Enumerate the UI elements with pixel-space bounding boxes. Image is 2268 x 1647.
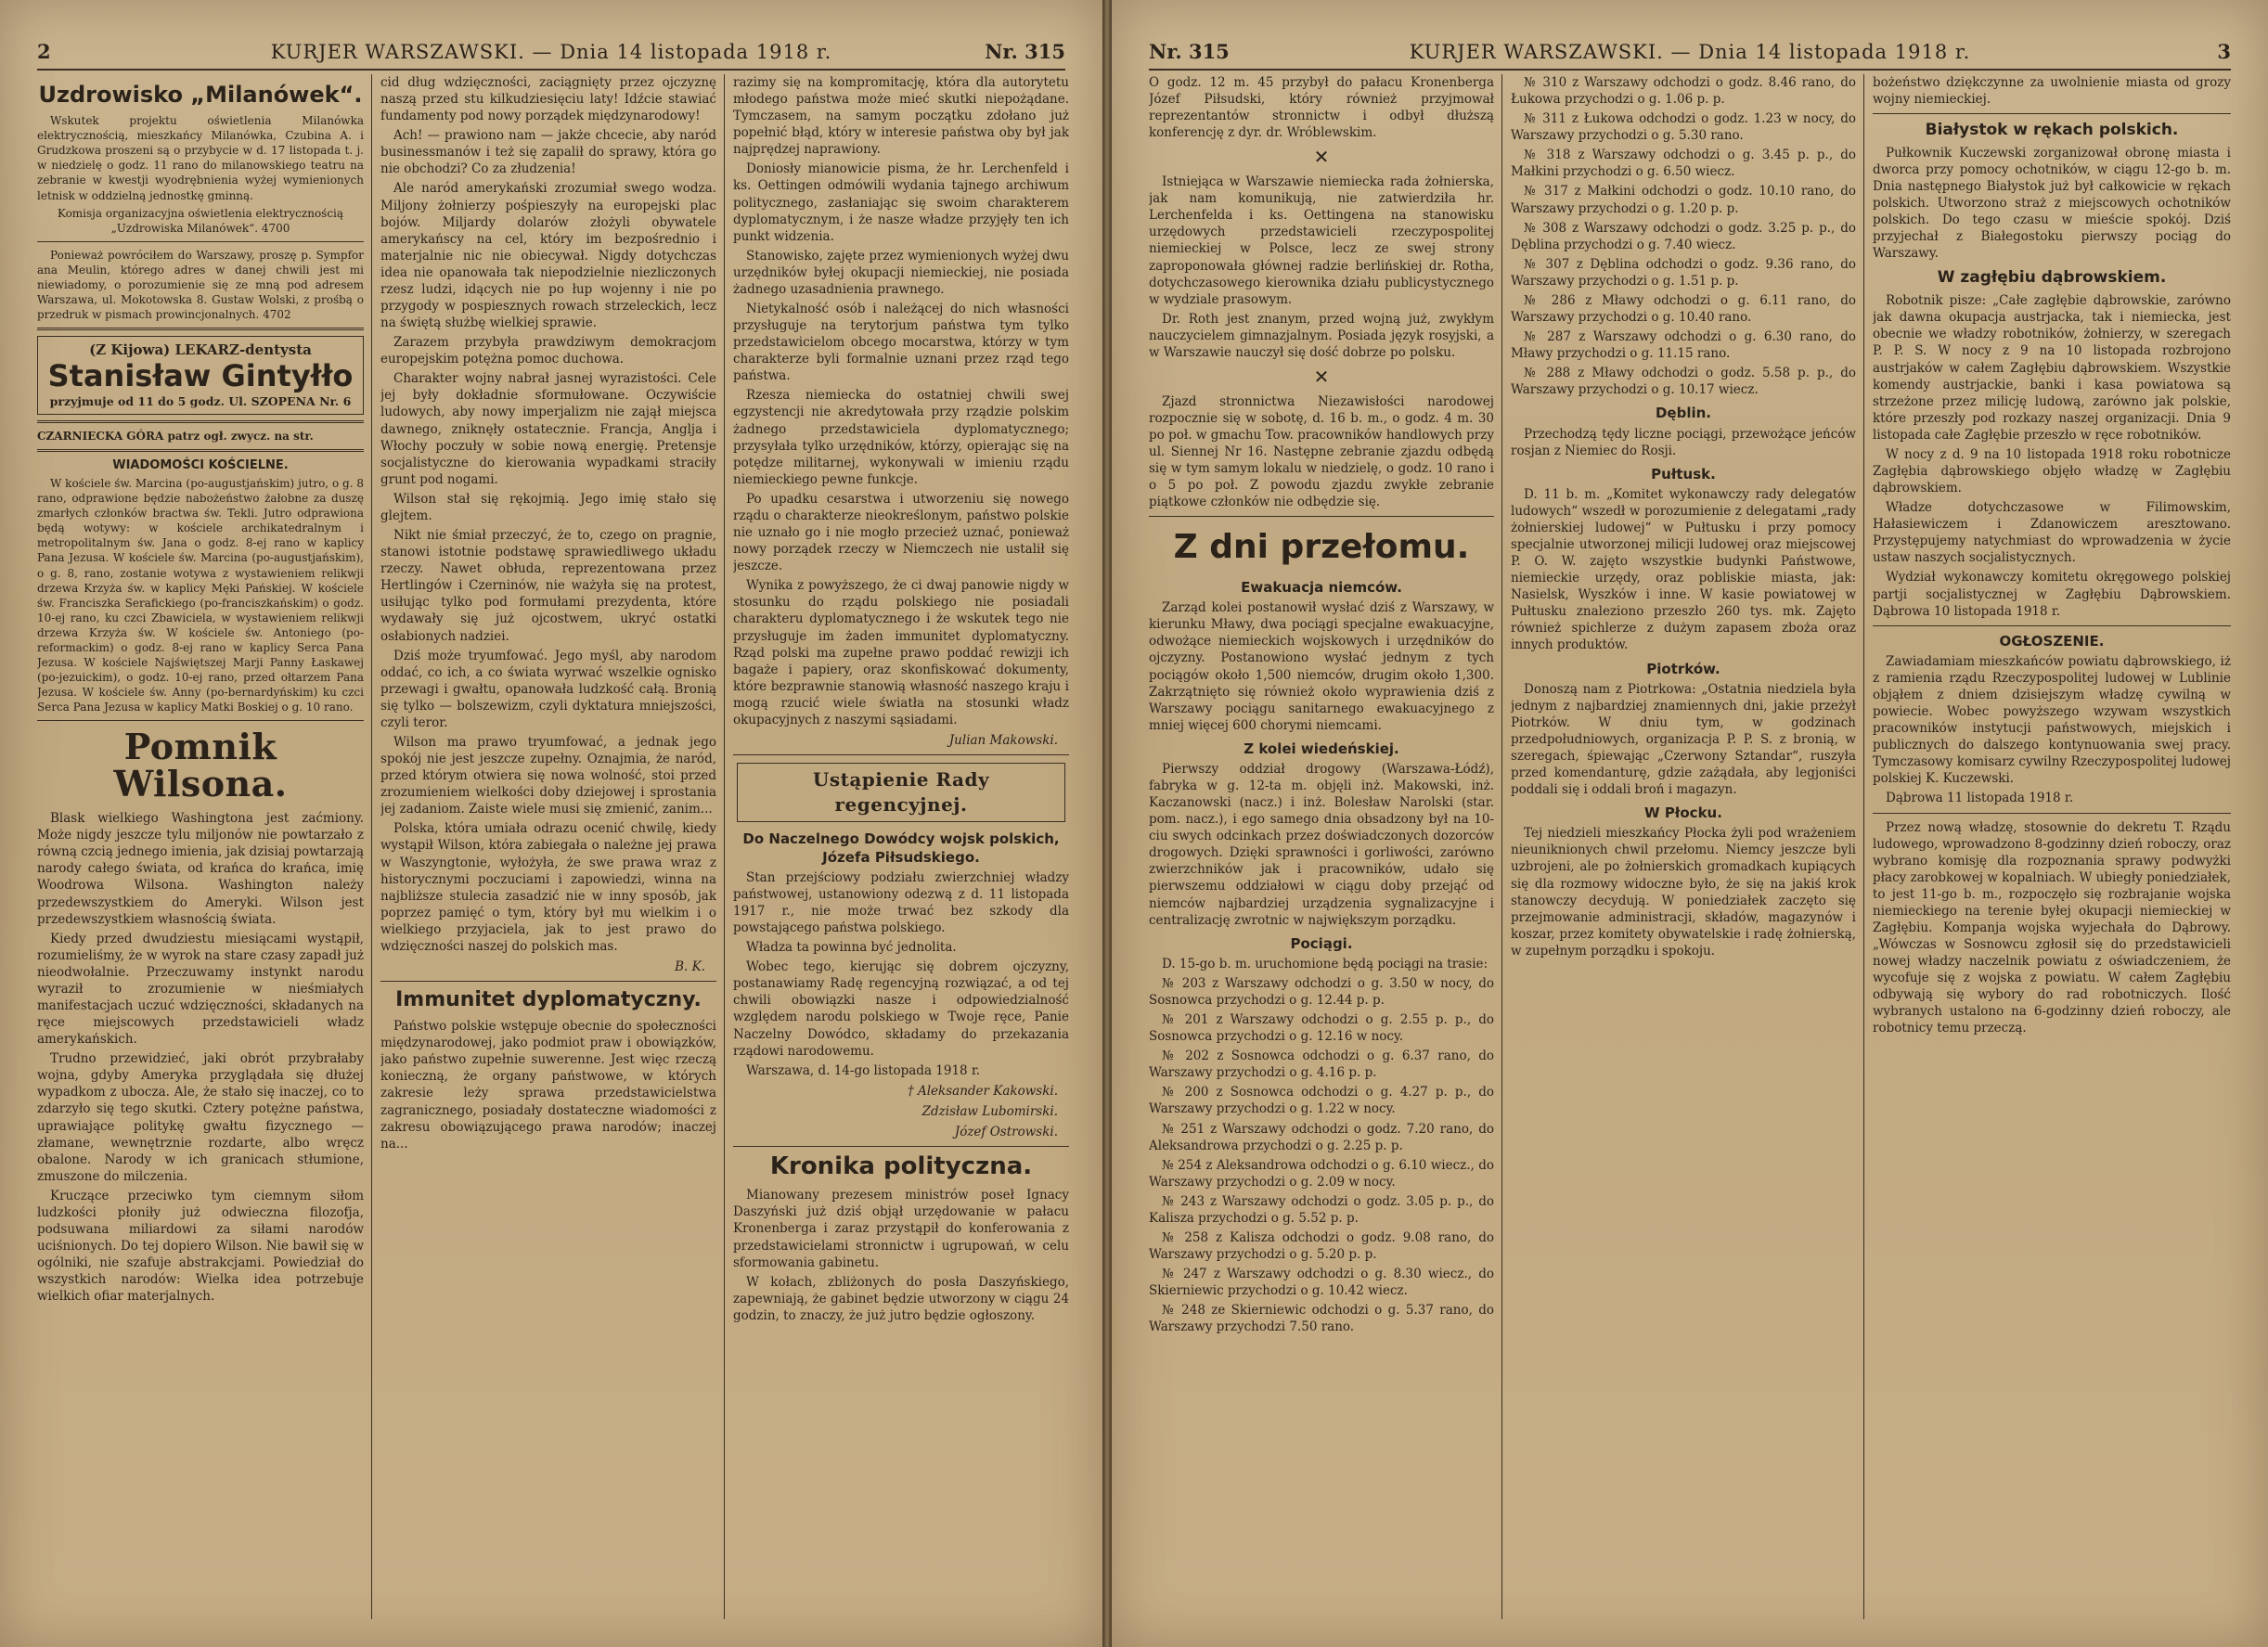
issue-number: Nr. 315 (985, 40, 1065, 63)
author-signature: Julian Makowski. (948, 732, 1058, 748)
right-page (1112, 0, 2268, 1647)
article-text: Kiedy przed dwudziestu miesiącami wystąpił, rozumieliśmy, że w wyrok na stare czasy zapadł już nieodwołalnie. Przeczuwamy instynkt narodu wyraził to zrozumienie w nieśmiałych manifestacjach uczuć wdzięczności, składanych na ręce miejscowych przedstawicieli władz amerykańskich. (37, 931, 364, 1048)
article-text: Zarazem przybyła prawdziwym demokracjom europejskim potężna pomoc duchowa. (380, 335, 716, 367)
notice-text: Ponieważ powróciłem do Warszawy, proszę p. Sympfor ana Meulin, którego adres w danej chwili jest mi niewiadomy, o porozumienie się ze mną pod adresem Warszawa, ul. Mokotowska 8. Gustaw Wolski, z prośbą o przedruk w pismach prowincjonalnych. 4702 (37, 248, 364, 322)
article-text: Charakter wojny nabrał jasnej wyrazistości. Cele jej były dokładnie sformułowane. Oczywiście ludowych, aby nowy imperjalizm nie zajął miejsca dawnego, zniknęły ostatecznie. Francja, Anglja i Włochy poczuły w sobie nową energię. Pretensje socjalistyczne do kierowania wypadkami straciły grunt pod nogami. (380, 371, 716, 487)
timetable-row: № 251 z Warszawy odchodzi o godz. 7.20 rano, do Aleksandrowa przychodzi o g. 2.25 p. p. (1149, 1121, 1494, 1153)
section-mark: ✕ (1313, 365, 1330, 388)
article-text: Nietykalność osób i należącej do nich własności przysługuje na terytorjum państwa tym tylko przedstawicielom obcego mocarstwa, którzy w tym charakterze byli formalnie uznani przez rząd tego państwa. (733, 302, 1069, 384)
article-text: Donoszą nam z Piotrkowa: „Ostatnia niedziela była jednym z najbardziej znamiennych dni, jakie przeżył Piotrków. W dniu tym, w godzinach przedpołudniowych, organizacja P. P. S. z bronią, w szeregach, śpiewając „Czerwony Sztandar“, ruszyła przed komendanturę, gdzie zażądała, aby legjoniści poddali się i oddali broń i magazyn. (1511, 681, 1856, 798)
signature: Zdzisław Lubomirski. (921, 1103, 1058, 1119)
article-text: Pierwszy oddział drogowy (Warszawa-Łódź), fabryka w g. 12-ta m. objęli inż. Makowski, inż. Kaczanowski (nacz.) i inż. Bolesław Narolski (star. pom. nacz.), i ego samego dnia obsadzony był na 10-ciu swych odcinkach przez doświadczonych dozorców drogowych. Dzięki sprawności i gorliwości, zarówno zwierzchników jak i pracowników, udało się pierwszemu oddziałowi w ciągu doby przejąć od niemców najbardziej urządzenia sygnalizacyjne i centralizację zwrotnic w największym porządku. (1149, 761, 1494, 928)
article-text: W kołach, zbliżonych do posła Daszyńskiego, zapewniają, że gabinet będzie utworzony w ciągu 24 godzin, to znaczy, że już jutro będzie ogłoszony. (733, 1274, 1069, 1323)
article-text: D. 15-go b. m. uruchomione będą pociągi na trasie: (1162, 956, 1488, 971)
article-text: Zawiadamiam mieszkańców powiatu dąbrowskiego, iż z ramienia rządu Rzeczypospolitej ludowej w Lublinie objąłem z dniem dzisiejszym władzę cywilną w powiecie. Wobec powyższego wzywam wszystkich pracowników instytucji państwowych, miejskich i publicznych do dalszego kontynuowania swej pracy. Tymczasowy komisarz cywilny Rzeczypospolitej ludowej polskiej K. Kuczewski. (1873, 653, 2231, 787)
timetable-row: № 254 z Aleksandrowa odchodzi o g. 6.10 wiecz., do Warszawy przychodzi o g. 2.09 w nocy. (1149, 1157, 1494, 1190)
dentist-advertisement (37, 336, 364, 414)
article-text: Wobec tego, kierując się dobrem ojczyzny, postanawiamy Radę regencyjną rozwiązać, a od tej chwili obowiązki nasze i odpowiedzialność względem narodu polskiego w Twoje ręce, Panie Naczelny Dowódco, składamy do przekazania rządowi narodowemu. (733, 959, 1069, 1059)
column-1 (37, 74, 364, 1619)
divider (733, 754, 1069, 755)
section-title: Pociągi. (1290, 934, 1353, 952)
article-text: D. 11 b. m. „Komitet wykonawczy rady delegatów ludowych“ wszedł w porozumienie z delegatami „rady żołnierskiej ludowej“ w Pułtusku i przy pomocy specjalnie utworzonej milicji ludowej oraz miejscowej P. O. W. zajęto wszystkie budynki Państwowe, niemieckie urzędy, oraz pobliskie miasta, jak: Nasielsk, Wyszków i inne. W kasie powiatowej w Pułtusku znaleziono przeszło 260 tys. mk. Zajęto również spichlerze z dużym zapasem zboża oraz innych produktów. (1511, 486, 1856, 653)
article-text: O godz. 12 m. 45 przybył do pałacu Kronenberga Józef Piłsudski, który również przyjmował reprezentantów stronnictw i odbył dłuższą konferencję z dyr. dr. Wróblewskim. (1149, 75, 1494, 141)
signature: Józef Ostrowski. (954, 1124, 1058, 1139)
divider (1873, 113, 2231, 114)
timetable-row: № 318 z Warszawy odchodzi o g. 3.45 p. p., do Małkini przychodzi o g. 6.50 wiecz. (1511, 148, 1856, 180)
article-text: Rzesza niemiecka do ostatniej chwili swej egzystencji nie akredytowała przy rządzie polskim żadnego przedstawiciela dyplomatycznego; przysyłała tylko urzędników, którzy, opierając się na potędze militarnej, wykonywali w imieniu rządu niemieckiego pewne funkcje. (733, 388, 1069, 487)
article-text: Stanowisko, zajęte przez wymienionych wyżej dwu urzędników byłej okupacji niemieckiej, nie posiada żadnego uzasadnienia prawnego. (733, 248, 1069, 297)
article-text: Ach! — prawiono nam — jakże chcecie, aby naród businessmanów i też się zapalił do sprawy, która go nie obchodzi? Co za złudzenia! (380, 128, 716, 177)
article-text: bożeństwo dziękczynne za uwolnienie miasta od grozy wojny niemieckiej. (1873, 75, 2231, 108)
article-text: Polska, która umiała odrazu ocenić chwilę, kiedy wystąpił Wilson, która zabiegała o należne jej prawa w Waszyngtonie, wyłożyła, że swe prawa wraz z historycznymi poczuciami i zapowiedzi, winna na najbliższe stulecia zasadzić nie w inny sposób, jak poprzez pamięć o tym, który był mu wielkim i o wielkiego przyjaciela, jak to jest prawo do wdzięczności naszej do polskich mas. (380, 821, 716, 954)
divider (1873, 625, 2231, 626)
article-subtitle: Do Naczelnego Dowódcy wojsk polskich, Józefa Piłsudskiego. (742, 830, 1060, 866)
timetable-row: № 248 ze Skierniewic odchodzi o g. 5.37 rano, do Warszawy przychodzi 7.50 rano. (1149, 1303, 1494, 1335)
column-3 (1873, 74, 2231, 1619)
divider (37, 420, 364, 423)
article-text: Po upadku cesarstwa i utworzeniu się nowego rządu o charakterze nieokreślonym, państwo polskie nie uznało go i nie mogło przecież uznać, ponieważ nowy porządek rzeczy w Niemczech nie ustalił się jeszcze. (733, 491, 1069, 574)
left-page (0, 0, 1102, 1647)
timetable-row: № 200 z Sosnowca odchodzi o g. 4.27 p. p., do Warszawy przychodzi o g. 1.22 w nocy. (1149, 1085, 1494, 1117)
timetable-row: № 247 z Warszawy odchodzi o g. 8.30 wiecz., do Skierniewic przychodzi o g. 10.42 wiecz. (1149, 1267, 1494, 1299)
timetable-row: № 287 z Warszawy odchodzi o g. 6.30 rano, do Mławy przychodzi o g. 11.15 rano. (1511, 329, 1856, 362)
timetable-row: № 310 z Warszawy odchodzi o godz. 8.46 rano, do Łukowa przychodzi o g. 1.06 p. p. (1511, 75, 1856, 108)
article-text: Państwo polskie wstępuje obecnie do społeczności międzynarodowej, jako podmiot praw i obowiązków, jako państwo zupełnie suwerenne. Jest więc rzeczą konieczną, że organy państwowe, w których zakresie leży sprawa przedstawicielstwa zagranicznego, posiadały dostateczne wiadomości z zakresu obowiązującego prawa narodów; inaczej na... (380, 1019, 716, 1152)
column-2 (1511, 74, 1856, 1619)
article-text: Wskutek projektu oświetlenia Milanówka elektrycznością, mieszkańcy Milanówka, Czubina A. i Grudzkowa proszeni są o przybycie w d. 17 listopada t. j. w niedzielę o godz. 11 rano do milanowskiego teatru na zebranie w kwestji wyodrębnienia wyżej wymienionych letnisk w oddzielną jednostkę gminną. (37, 114, 364, 202)
article-title: Ustąpienie Rady regencyjnej. (812, 768, 990, 816)
ad-line: (Z Kijowa) LEKARZ-dentysta (89, 341, 312, 359)
page-number: 3 (2217, 40, 2231, 63)
article-text: W nocy z d. 9 na 10 listopada 1918 roku robotnicze Zagłębia dąbrowskiego objęło władzę w Zagłębiu dąbrowskiem. (1873, 446, 2231, 496)
section-title: WIADOMOŚCI KOŚCIELNE. (112, 457, 289, 472)
column-2 (380, 74, 716, 1619)
article-title: Immunitet dyplomatyczny. (395, 988, 702, 1012)
article-title: Uzdrowisko „Milanówek“. (38, 82, 363, 108)
divider (37, 328, 364, 330)
section-title: Piotrków. (1646, 660, 1720, 677)
timetable-row: № 243 z Warszawy odchodzi o godz. 3.05 p. p., do Kalisza przychodzi o g. 5.52 p. p. (1149, 1193, 1494, 1226)
document-date: Dąbrowa 11 listopada 1918 r. (1886, 791, 2074, 806)
page-gutter (1102, 0, 1112, 1647)
article-text: Przechodzą tędy liczne pociągi, przewożące jeńców rosjan z Niemiec do Rosji. (1511, 426, 1856, 458)
section-title: Ewakuacja niemców. (1241, 579, 1402, 597)
article-text: Istniejąca w Warszawie niemiecka rada żołnierska, jak nam komunikują, nie zatwierdziła hr. Lerchenfelda i ks. Oettingena na stanowisku urzędowych przedstawicieli rzeczypospolitej niemieckiej w Polsce, lecz ze swej strony zaproponowała głównej radzie berlińskiej dr. Rotha, dotychczasowego kierownika działu publicystycznego w wydziale prasowym. (1149, 174, 1494, 307)
timetable-row: № 203 z Warszawy odchodzi o g. 3.50 w nocy, do Sosnowca przychodzi o g. 12.44 p. p. (1149, 975, 1494, 1008)
column-3 (733, 74, 1069, 1619)
article-text: Wilson stał się rękojmią. Jego imię stało się glejtem. (380, 491, 716, 523)
article-text: Zjazd stronnictwa Niezawisłości narodowej rozpocznie się w sobotę, d. 16 b. m., o godz. 4 m. 30 po poł. w gmachu Tow. pracowników handlowych przy ul. Siennej Nr 16. Następne zebranie zjazdu odbędą się w tym samym lokalu w niedzielę, o godz. 10 rano i o 5 po poł. Z powodu zjazdu zwykłe zebranie piątkowe członków nie odbędzie się. (1149, 393, 1494, 510)
column-rule (724, 74, 725, 1619)
article-text: Wydział wykonawczy komitetu okręgowego polskiej partji socjalistycznej w Zagłębiu Dąbrowskiem. Dąbrowa 10 listopada 1918 r. (1873, 570, 2231, 619)
author-signature: B. K. (675, 959, 705, 974)
timetable-row: № 288 z Mławy odchodzi o godz. 5.58 p. p., do Warszawy przychodzi o g. 10.17 wiecz. (1511, 366, 1856, 398)
timetable-row: № 308 z Warszawy odchodzi o godz. 3.25 p. p., do Dęblina przychodzi o g. 7.40 wiecz. (1511, 220, 1856, 252)
train-timetable (1149, 975, 1494, 1336)
section-title: OGŁOSZENIE. (1999, 632, 2105, 650)
article-text: Przez nową władzę, stosownie do dekretu T. Rządu ludowego, wprowadzono 8-godzinny dzień roboczy, oraz wybrano komisję dla rozpoznania sprawy podwyżki płacy zarobkowej w kopalniach. W ubiegły poniedziałek, to jest 11-go b. m., rozpoczęło się rozbrajanie wojska niemieckiego na terenie byłej okupacji niemieckiej w Zagłębiu. Kompanja wojska wyjechała do Dąbrowy. „Wówczas w Sosnowcu zgłosił się do przedstawicieli nowej władzy naczelnik powiatu z oświadczeniem, że wycofuje się z wojska z powiatu. W całem Zagłębiu odbywają się wybory do rad robotniczych. Ilość wybranych ustalono na 6-godzinny dzień roboczy, ale robotnicy temu przeczą. (1873, 819, 2231, 1036)
timetable-row: № 258 z Kalisza odchodzi o godz. 9.08 rano, do Warszawy przychodzi o g. 5.20 p. p. (1149, 1229, 1494, 1263)
timetable-row: № 317 z Małkini odchodzi o godz. 10.10 rano, do Warszawy przychodzi o g. 1.20 p. p. (1511, 184, 1856, 216)
section-title: W Płocku. (1644, 804, 1722, 822)
article-text: Wynika z powyższego, że ci dwaj panowie nigdy w stosunku do rządu polskiego nie posiadali charakteru dyplomatycznego i że wskutek tego nie przysługuje im żaden immunitet dyplomatyczny. Rząd polski ma zupełne prawo poddać rewizji ich bagaże i papiery, oraz skonfiskować dokumenty, które bezprawnie stanowią własność naszego kraju i mogą rzucić wiele światła na stosunki władz okupacyjnych z naszymi sąsiadami. (733, 578, 1069, 727)
article-text: cid dług wdzięczności, zaciągnięty przez ojczyznę naszą przed stu kilkudziesięciu laty! Idźcie stawiać fundamenty pod nowy porządek międzynarodowy! (380, 75, 716, 124)
timetable-row: № 201 z Warszawy odchodzi o g. 2.55 p. p., do Sosnowca przychodzi o g. 12.16 w nocy. (1149, 1012, 1494, 1045)
signature: † Aleksander Kakowski. (907, 1083, 1058, 1099)
section-title: Z kolei wiedeńskiej. (1244, 740, 1399, 757)
column-rule (1501, 74, 1502, 1619)
article-title: Z dni przełomu. (1173, 528, 1470, 567)
article-text: Nikt nie śmiał przeczyć, że to, czego on pragnie, stanowi istotnie podstawę sprawiedliwego układu rzeczy. Nawet obłuda, reprezentowana przez Hertlingów i Czerninów, nie ważyła się na protest, usiłując tylko pod formułami prezydenta, które wydawały się już ojcostwem, ukryć ostatki osłabionych nadziei. (380, 528, 716, 644)
page-number: 2 (37, 40, 51, 63)
article-text: Tej niedzieli mieszkańcy Płocka żyli pod wrażeniem nieuniknionych chwil przełomu. Niemcy jeszcze byli uzbrojeni, ale po żołnierskich gromadkach kupiących się dla rozmowy widoczne było, że się na jakiś krok stanowczy decydują. W poniedziałek zaczęto się przejmowanie administracji, składów, magazynów i koszar, przez komitety obywatelskie i radę żołnierską, w zupełnym porządku i spokoju. (1511, 826, 1856, 959)
article-text: Blask wielkiego Washingtona jest zaćmiony. Może nigdy jeszcze tylu miljonów nie powtarzało z równą czcią jednego imienia, jak dzisiaj powtarzają narody całego świata, od krańca do krańca, imię Woodrowa Wilsona. Washington należy przedewszystkiem do Ameryki. Wilson jest przedewszystkiem własnością świata. (37, 811, 364, 927)
divider (1149, 516, 1494, 517)
section-title: W zagłębiu dąbrowskiem. (1937, 268, 2167, 288)
article-text: Mianowany prezesem ministrów poseł Ignacy Daszyński już dziś objął urzędowanie w pałacu Kronenberga i zaraz przystąpił do konferowania z przedstawicielami stronnictw i ugrupowań, w celu sformowania gabinetu. (733, 1188, 1069, 1270)
article-text: Dr. Roth jest znanym, przed wojną już, zwykłym nauczycielem gimnazjalnym. Posiada język rosyjski, a w Warszawie nauczył się dość dobrze po polsku. (1149, 311, 1494, 360)
masthead-title: KURJER WARSZAWSKI. — Dnia 14 listopada 1918 r. (270, 41, 832, 63)
ad-hours: przyjmuje od 11 do 5 godz. Ul. SZOPENA Nr. 6 (49, 393, 352, 408)
timetable-row: № 311 z Łukowa odchodzi o godz. 1.23 w nocy, do Warszawy przychodzi o g. 5.30 rano. (1511, 111, 1856, 144)
article-text: Dziś może tryumfować. Jego myśl, aby narodom oddać, co ich, a co świata wyrwać wszelkie ognisko przewagi i gwałtu, opanowała ludzkość całą. Bronią się tylko — bolszewizm, czyli dyktatura mniejszości, czyli teror. (380, 648, 716, 730)
section-title: Białystok w rękach polskich. (1925, 121, 2179, 140)
article-text: W kościele św. Marcina (po-augustjańskim) jutro, o g. 8 rano, odprawione będzie nabożeństwo żałobne za duszę zmarłych członków bractwa św. Tekli. Jutro odprawiona będą wotywy: w kościele archikatedralnym i metropolitalnym św. Jana o godz. 8-ej rano w kaplicy Pana Jezusa. W kościele św. Marcina (po-augustjańskim), o g. 8, rano, zostanie wotywa z wystawieniem relikwji drzewa Krzyża św. w kaplicy Męki Pańskiej. W kościele św. Franciszka Serafickiego (po-franciszkańskim) o godz. 10-ej rano, ku czci Zbawiciela, w wystawieniem relikwji drzewa Krzyża św. W kościele św. Antoniego (po-reformackim) o godz. 8-ej rano w kaplicy Serca Pana Jezusa. W kościele Najświętszej Marji Panny Łaskawej (po-jezuickim), o godz. 10-ej rano, przed ołtarzem Pana Jezusa. W kościele św. Anny (po-bernardyńskim) ku czci Serca Pana Jezusa w kaplicy Matki Boskiej o g. 10 rano. (37, 477, 364, 714)
document-date: Warszawa, d. 14-go listopada 1918 r. (746, 1062, 981, 1078)
article-title: Pomnik Wilsona. (113, 726, 288, 805)
article-text: Pułkownik Kuczewski zorganizował obronę miasta i dworca przy pomocy ochotników, w ciągu 12-go b. m. Dnia następnego Białystok już był całkowicie w rękach polskich. Utworzono straż z miejscowych ochotników polskich. Do tego czasu w mieście spokój. Dziś przyjechał z Białegostoku pierwszy pociąg do Warszawy. (1873, 145, 2231, 262)
divider (37, 449, 364, 452)
section-mark: ✕ (1313, 146, 1330, 169)
timetable-row: № 307 z Dęblina odchodzi o godz. 9.36 rano, do Warszawy przychodzi o g. 1.51 p. p. (1511, 256, 1856, 289)
article-text: Doniosły mianowicie pisma, że hr. Lerchenfeld i ks. Oettingen odmówili wydania tajnego archiwum politycznego, zasłaniając się swoim charakterem dyplomatycznym, i że nasze władze przyjęły ten ich punkt widzenia. (733, 161, 1069, 244)
article-text: Stan przejściowy podziału zwierzchniej władzy państwowej, ustanowiony odezwą z d. 11 listopada 1917 r., nie może trwać bez szkody dla powstającego państwa polskiego. (733, 869, 1069, 936)
divider (1873, 813, 2231, 814)
article-text: Władza ta powinna być jednolita. (746, 940, 957, 956)
section-title: Dęblin. (1655, 405, 1712, 422)
column-rule (1863, 74, 1864, 1619)
timetable-row: № 286 z Mławy odchodzi o g. 6.11 rano, do Warszawy przychodzi o g. 10.40 rano. (1511, 292, 1856, 326)
article-text: Trudno przewidzieć, jaki obrót przybrałaby wojna, gdyby Ameryka przyglądała się dłużej wypadkom z ubocza. Ale, że stało się inaczej, co to zdarzyło się tego skutki. Cztery potężne państwa, uprawiające politykę gwałtu fizycznego — złamane, wewnętrznie rozdarte, albo wręcz obalone. Narody w ich granicach stłumione, zmuszone do milczenia. (37, 1051, 364, 1184)
article-title: Kronika polityczna. (769, 1152, 1033, 1180)
article-text: Kruczące przeciwko tym ciemnym siłom ludzkości płoniły już odwieczna filozofja, podsuwana miliardowi za siłami narodów uciśnionych. Do tej dopiero Wilson. Nie bawił się w ogólniki, nie szafuje abstrakcjami. Powiedział do wszystkich narodów: Wielka idea potrzebuje wielkich ofiar materjalnych. (37, 1188, 364, 1305)
article-text: razimy się na kompromitację, która dla autorytetu młodego państwa może mieć skutki niepożądane. Tymczasem, na samym początku zdołano już popełnić błąd, który w interesie państwa oby był jak najprędzej naprawiony. (733, 75, 1069, 158)
page-header-right (1149, 35, 2231, 71)
masthead-title: KURJER WARSZAWSKI. — Dnia 14 listopada 1918 r. (1409, 41, 1971, 63)
page-header-left (37, 35, 1065, 71)
divider (37, 241, 364, 242)
article-text: Robotnik pisze: „Całe zagłębie dąbrowskie, zarówno jak dawna okupacja austrjacka, tak i niemiecka, jest obecnie we władzy robotników, żołnierzy, w szeregach P. P. S. W nocy z 9 na 10 listopada rozbrojono austrjaków w całem Zagłębiu dąbrowskiem. Wszystkie komendy austrjackie, banki i kasa powiatowa są strzeżone przez milicję ludową, zarówno jak polskie, które przeszły pod rozkazy naszej organizacji. Dnia 9 listopada całe Zagłębie przeszło w ręce robotników. (1873, 293, 2231, 443)
article-text: Zarząd kolei postanowił wysłać dziś z Warszawy, w kierunku Mławy, dwa pociągi specjalne ewakuacyjne, odwożące niemieckich wojskowych i urzędników do ojczyzny. Postanowiono wysłać jednym z tych pociągów około 1,500 niemców, drugim około 1,300. Zakrzątnięto się również około wyprawienia dziś z Warszawy pociągu sanitarnego ewakuacyjnego z mniej więcej 600 chorymi niemcami. (1149, 600, 1494, 733)
column-rule (371, 74, 372, 1619)
article-text: Wilson ma prawo tryumfować, a jednak jego spokój nie jest jeszcze zupełny. Oznajmia, że naród, przed którym otwiera się nowa wolność, stoi przed zrozumieniem wielkości doby dziejowej i sprostania jej zadaniom. Zaiste wiele musi się zmienić, zanim... (380, 734, 716, 817)
article-text: Ale naród amerykański zrozumiał swego wodza. Miljony żołnierzy pośpieszyły na europejski plac bojów. Miljardy dolarów złożyli obywatele amerykańscy na cel, który im bezpośrednio i materjalnie nic nie obiecywał. Nigdy dotychczas idea nie opanowała tak niepodzielnie niezliczonych rzesz ludzi, idących nie po łup wojenny i nie po przygody w pospiesznych rowach strzeleckich, lecz na świętą służbę wielkiej sprawie. (380, 181, 716, 331)
ad-name: Stanisław Gintyłło (47, 358, 354, 394)
issue-number: Nr. 315 (1149, 40, 1230, 63)
divider (37, 720, 364, 721)
article-title-box (737, 763, 1065, 822)
divider (380, 981, 716, 982)
ad-line: CZARNIECKA GÓRA patrz ogł. zwycz. na str. (37, 429, 314, 443)
divider (733, 1146, 1069, 1147)
article-text: Komisja organizacyjna oświetlenia elektrycznością „Uzdrowiska Milanówek“. 4700 (57, 206, 344, 235)
column-1 (1149, 74, 1494, 1619)
article-text: Władze dotychczasowe w Filimowskim, Hałasiewiczem i Zdanowiczem aresztowano. Przystępujemy natychmiast do wprowadzenia w życie ustaw naszych socjalistycznych. (1873, 500, 2231, 566)
section-title: Pułtusk. (1651, 465, 1716, 483)
timetable-row: № 202 z Sosnowca odchodzi o g. 6.37 rano, do Warszawy przychodzi o g. 4.16 p. p. (1149, 1049, 1494, 1081)
